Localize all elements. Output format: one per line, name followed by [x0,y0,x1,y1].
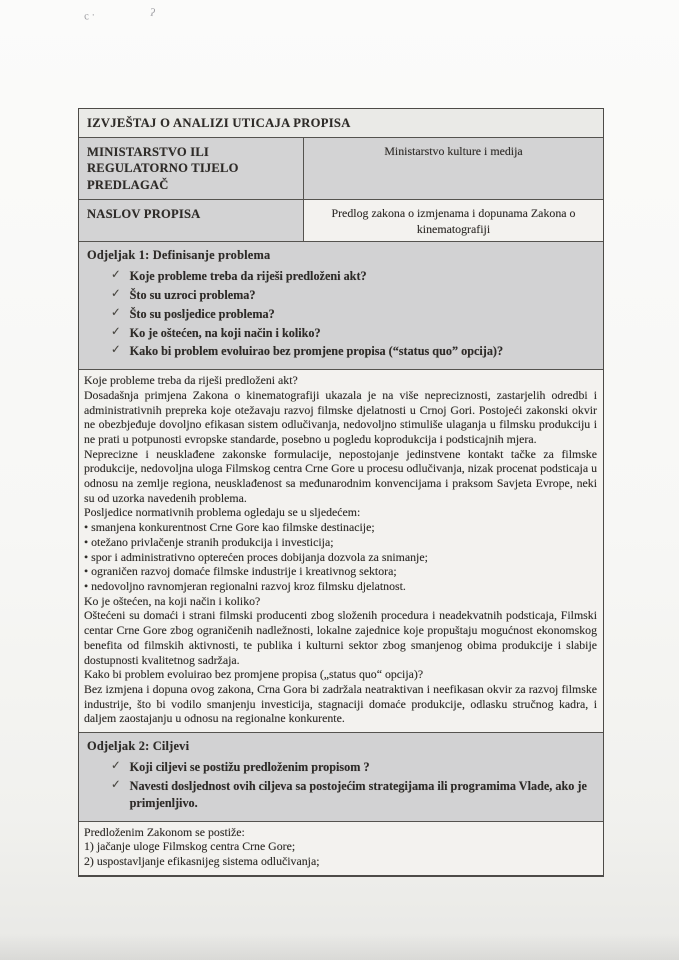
paragraph: 1) jačanje uloge Filmskog centra Crne Gore; [84,839,296,854]
section1-question-list [87,268,595,360]
section1-heading: Odjeljak 1: Definisanje problema [87,248,271,263]
checklist-item [111,325,595,342]
section2-body [79,821,603,875]
paragraph: Oštećeni su domaći i strani filmski producenti zbog složenih procedura i neadekvatnih podsticaja, Filmski centar Crne Gore zbog ograničenih nadležnosti, lokalne zajednice koje propuštaju mogućnost ekonomskog benefita od filmskih aktivnosti, te publika i kulturni sektor zbog smanjenog obima produkcije i slabije dostupnosti kvalitetnog sadržaja. [84,608,597,667]
paragraph: Koje probleme treba da riješi predloženi akt? [84,373,298,388]
checklist-item [111,759,595,776]
paragraph: Predloženim Zakonom se postiže: [84,824,245,839]
naslov-label: NASLOV PROPISA [79,200,304,241]
scan-artifact-mark: c · [83,9,97,23]
paragraph: • nedovoljno ravnomjeran regionalni razvoj kroz filmsku djelatnost. [84,579,406,593]
paragraph: Dosadašnja primjena Zakona o kinematografiji ukazala je na više nepreciznosti, zastarjelih odredbi i administrativnih prepreka koje otežavaju razvoj filmske djelatnosti u Crnoj Gori. Postojeći zakonski okvir ne obezbjeđuje dovoljno efikasan sistem odlučivanja, nedovoljno stimuliše ulaganja u filmsku produkciju i ne prati u potpunosti evropske standarde, posebno u pogledu koprodukcija i podsticajnih mjera. [84,387,597,446]
question-text: Kako bi problem evoluirao bez promjene propisa (“status quo” opcija)? [129,344,504,359]
question-text: Koje probleme treba da riješi predloženi akt? [129,269,367,284]
paragraph: Neprecizne i neusklađene zakonske formulacije, nepostojanje jedinstvene kontakt tačke za filmske produkcije, nedovoljna uloga Filmskog centra Crne Gore u procesu odlučivanja, nizak procenat podsticaja u odnosu na zemlje regiona, neusklađenost sa međunarodnim konvencijama i praksom Savjeta Evrope, neki su od uzorka navedenih problema. [84,446,597,505]
checklist-item [111,268,595,285]
paragraph: 2) uspostavljanje efikasnijeg sistema odlučivanja; [84,853,320,868]
check-icon: ✓ [111,760,121,773]
question-text: Ko je oštećen, na koji način i koliko? [129,325,321,340]
ministry-value: Ministarstvo kulture i medija [384,144,523,158]
paragraph: • spor i administrativno opterećen proces dobijanja dozvola za snimanje; [84,549,428,564]
section2-header [79,732,603,820]
checklist-item [111,306,595,323]
scan-artifact-mark: ʔ [148,6,157,20]
question-text: Što su posljedice problema? [129,306,275,321]
check-icon: ✓ [111,344,121,357]
section1-header [79,241,603,369]
document-title: IZVJEŠTAJ O ANALIZI UTICAJA PROPISA [79,109,603,137]
impact-analysis-table [78,108,604,877]
paragraph: • smanjena konkurentnost Crne Gore kao filmske destinacije; [84,520,375,535]
section2-heading: Odjeljak 2: Ciljevi [87,739,190,754]
check-icon: ✓ [111,287,121,300]
check-icon: ✓ [111,306,121,319]
paragraph: Ko je oštećen, na koji način i koliko? [84,593,261,608]
paragraph: • ograničen razvoj domaće filmske industrije i kreativnog sektora; [84,564,397,579]
section1-body [79,369,603,732]
paragraph: • otežano privlačenje stranih produkcija i investicija; [84,534,334,549]
question-text: Navesti dosljednost ovih ciljeva sa postojećim strategijama ili programima Vlade, ako je primjenljivo. [129,778,587,810]
check-icon: ✓ [111,778,121,791]
checklist-item [111,343,595,360]
section2-question-list [87,759,595,811]
ministry-row [79,137,603,199]
checklist-item [111,287,595,304]
question-text: Što su uzroci problema? [129,287,256,302]
question-text: Koji ciljevi se postižu predloženim propisom ? [129,760,370,775]
paragraph: Kako bi problem evoluirao bez promjene propisa („status quo“ opcija)? [84,667,424,682]
naslov-row [79,199,603,241]
check-icon: ✓ [111,325,121,338]
paragraph: Bez izmjena i dopuna ovog zakona, Crna Gora bi zadržala neatraktivan i neefikasan okvir za razvoj filmske industrije, što bi vodilo smanjenju investicija, stagnaciji domaće produkcije, odlasku stručnog kadra, i daljem zaostajanju u odnosu na regionalne konkurente. [84,681,597,726]
check-icon: ✓ [111,269,121,282]
ministry-label: MINISTARSTVO ILI REGULATORNO TIJELO PREDLAGAČ [79,138,304,199]
paragraph: Posljedice normativnih problema ogledaju se u sljedećem: [84,505,361,520]
checklist-item [111,778,595,812]
naslov-value: Predlog zakona o izmjenama i dopunama Zakona o kinematografiji [304,200,603,241]
